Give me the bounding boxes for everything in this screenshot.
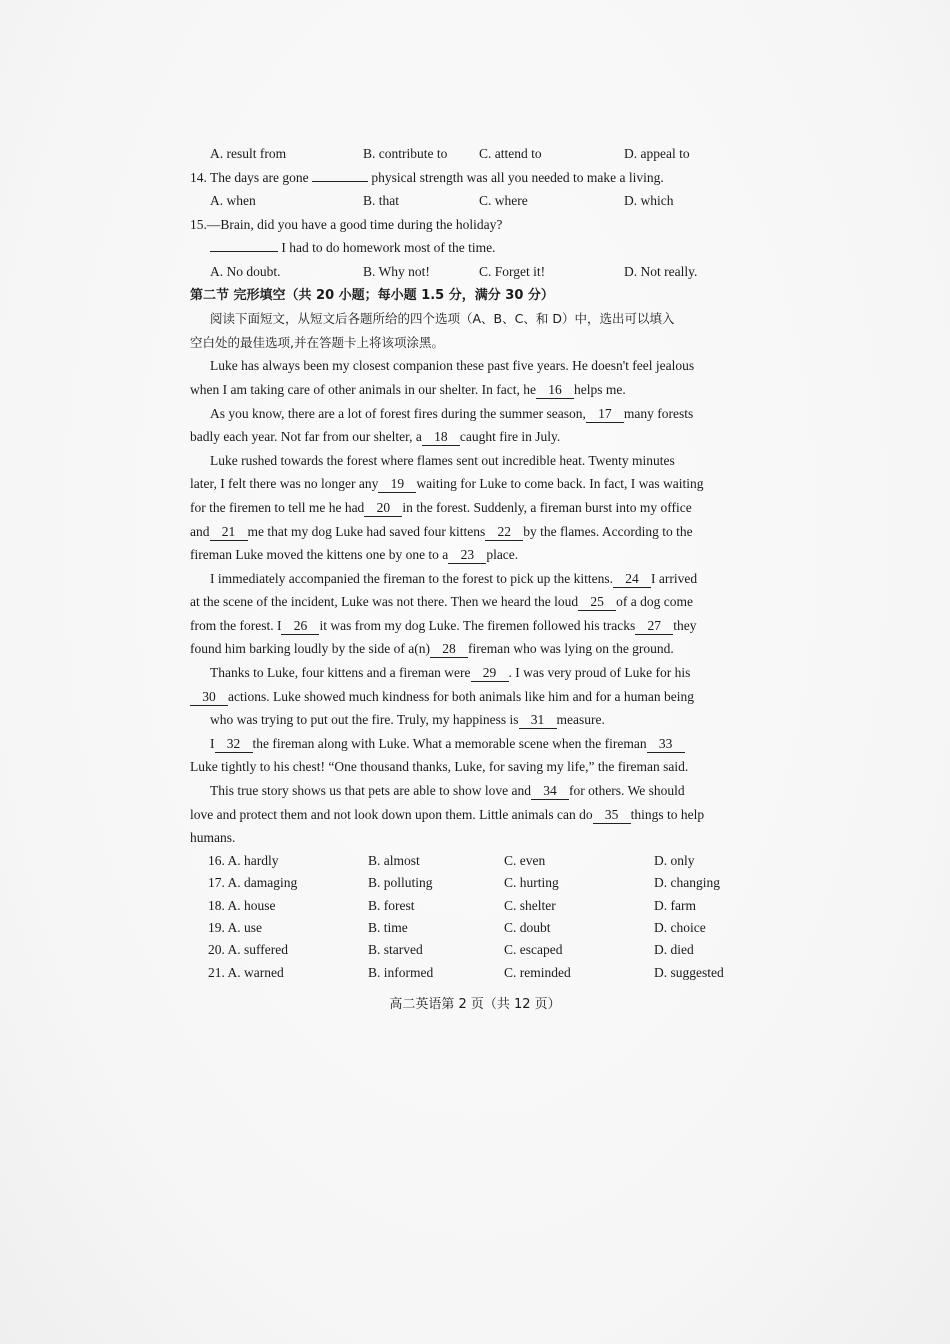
passage-text: they <box>673 617 697 633</box>
passage-text: when I am taking care of other animals in our shelter. In fact, he <box>190 381 536 397</box>
blank-19: 19 <box>378 476 416 493</box>
section-instruction-line-1: 阅读下面短文，从短文后各题所给的四个选项（A、B、C、和 D）中，选出可以填入 <box>210 311 675 327</box>
passage-text: for the firemen to tell me he had <box>190 499 365 515</box>
q14-blank <box>312 181 368 182</box>
q14-option-a: A. when <box>210 193 256 209</box>
option-c: C. hurting <box>504 875 559 891</box>
passage-p7-line-3: humans. <box>190 830 236 846</box>
blank-18: 18 <box>422 429 460 446</box>
passage-text: the fireman along with Luke. What a memorable scene when the fireman <box>252 735 647 751</box>
q13-option-b: B. contribute to <box>363 146 448 161</box>
passage-text: in the forest. Suddenly, a fireman burst into my office <box>402 499 692 515</box>
blank-32: 32 <box>215 736 253 753</box>
q13-option-a: A. result from <box>210 146 287 161</box>
option-b: B. almost <box>368 852 420 868</box>
q13-option-d: D. appeal to <box>624 146 690 161</box>
option-a: 19. A. use <box>208 920 262 936</box>
passage-p7-line-1 <box>190 779 750 803</box>
q13-options <box>190 142 750 166</box>
passage-text: and <box>190 523 210 539</box>
passage-text: for others. We should <box>568 783 685 799</box>
option-d: D. choice <box>654 920 706 936</box>
blank-16: 16 <box>536 382 574 399</box>
passage-p5-line-1 <box>190 661 750 685</box>
page-footer: 高二英语第 2 页（共 12 页） <box>389 997 561 1012</box>
passage-text: things to help <box>630 806 705 822</box>
passage-text: actions. Luke showed much kindness for both animals like him and for a human being <box>228 688 695 704</box>
passage-text: place. <box>486 547 519 563</box>
passage-p6-line-2: Luke tightly to his chest! “One thousand thanks, Luke, for saving my life,” the fireman said. <box>190 759 689 775</box>
blank-35: 35 <box>593 807 631 824</box>
passage-text: later, I felt there was no longer any <box>190 476 379 492</box>
option-a: 21. A. warned <box>208 964 284 980</box>
blank-30: 30 <box>190 689 228 706</box>
passage-p2-line-1 <box>190 402 750 426</box>
option-c: C. doubt <box>504 920 551 936</box>
blank-22: 22 <box>485 524 523 541</box>
passage-p4-line-1 <box>190 567 750 591</box>
blank-23: 23 <box>448 547 486 564</box>
passage-text: badly each year. Not far from our shelter, a <box>190 429 422 445</box>
exam-content <box>190 142 750 984</box>
answer-row-19 <box>190 917 750 939</box>
passage-text: As you know, there are a lot of forest fires during the summer season, <box>210 405 586 421</box>
passage-p3-line-3 <box>190 496 750 520</box>
option-c: C. escaped <box>504 942 563 958</box>
section-instruction-line-2: 空白处的最佳选项,并在答题卡上将该项涂黑。 <box>190 334 444 350</box>
passage-text: I <box>210 735 215 751</box>
passage-p3-line-4 <box>190 520 750 544</box>
passage-text: many forests <box>623 405 694 421</box>
passage-text: who was trying to put out the fire. Truly, my happiness is <box>210 712 519 728</box>
passage-text: me that my dog Luke had saved four kittens <box>247 523 486 539</box>
passage-text: I immediately accompanied the fireman to the forest to pick up the kittens. <box>210 570 613 586</box>
q15-option-d: D. Not really. <box>624 263 698 279</box>
blank-25: 25 <box>578 594 616 611</box>
q15-option-c: C. Forget it! <box>479 263 546 279</box>
option-a: 16. A. hardly <box>208 852 279 868</box>
option-d: D. farm <box>654 897 696 913</box>
answer-row-17 <box>190 872 750 894</box>
q14-option-c: C. where <box>479 193 528 209</box>
blank-17: 17 <box>586 406 624 423</box>
option-b: B. time <box>368 920 408 936</box>
passage-p4-line-3 <box>190 614 750 638</box>
option-b: B. informed <box>368 964 434 980</box>
blank-33: 33 <box>647 736 685 753</box>
option-c: C. shelter <box>504 897 556 913</box>
passage-p6-line-1 <box>190 732 750 756</box>
blank-26: 26 <box>281 618 319 635</box>
q15-options <box>190 260 750 284</box>
answer-row-20 <box>190 939 750 961</box>
passage-text: . I was very proud of Luke for his <box>508 665 691 681</box>
passage-p4-line-2 <box>190 590 750 614</box>
option-a: 18. A. house <box>208 897 276 913</box>
passage-text: of a dog come <box>616 594 693 610</box>
q15-option-b: B. Why not! <box>363 263 430 279</box>
answer-row-16 <box>190 850 750 872</box>
option-d: D. died <box>654 942 694 958</box>
passage-p1-line-2 <box>190 378 750 402</box>
option-a: 20. A. suffered <box>208 942 288 958</box>
option-a: 17. A. damaging <box>208 875 298 891</box>
passage-text: helps me. <box>574 381 626 397</box>
passage-text: love and protect them and not look down upon them. Little animals can do <box>190 806 593 822</box>
option-b: B. polluting <box>368 875 433 891</box>
blank-24: 24 <box>613 571 651 588</box>
blank-34: 34 <box>531 783 569 800</box>
passage-text: waiting for Luke to come back. In fact, I was waiting <box>416 476 704 492</box>
passage-p3-line-5 <box>190 543 750 567</box>
answer-row-18 <box>190 895 750 917</box>
option-c: C. reminded <box>504 964 571 980</box>
option-b: B. forest <box>368 897 415 913</box>
answer-row-21 <box>190 962 750 984</box>
option-d: D. only <box>654 852 695 868</box>
passage-p3-line-1: Luke rushed towards the forest where flames sent out incredible heat. Twenty minutes <box>210 452 675 468</box>
passage-text: from the forest. I <box>190 617 282 633</box>
passage-text: This true story shows us that pets are able to show love and <box>210 783 531 799</box>
option-c: C. even <box>504 852 546 868</box>
option-d: D. suggested <box>654 964 724 980</box>
q15-stem: 15.—Brain, did you have a good time during the holiday? <box>190 216 503 232</box>
passage-text: it was from my dog Luke. The firemen followed his tracks <box>319 617 636 633</box>
answer-options <box>190 850 750 984</box>
option-b: B. starved <box>368 942 423 958</box>
blank-20: 20 <box>364 500 402 517</box>
blank-28: 28 <box>430 641 468 658</box>
q14-option-b: B. that <box>363 193 399 209</box>
passage-text: fireman Luke moved the kittens one by one to a <box>190 547 449 563</box>
passage-p7-line-2 <box>190 803 750 827</box>
passage-text: at the scene of the incident, Luke was not there. Then we heard the loud <box>190 594 579 610</box>
passage-text: by the flames. According to the <box>523 523 693 539</box>
q15-blank <box>210 251 278 252</box>
q13-option-c: C. attend to <box>479 146 542 161</box>
option-d: D. changing <box>654 875 720 891</box>
q15-reply-text: I had to do homework most of the time. <box>281 240 496 256</box>
blank-29: 29 <box>471 665 509 682</box>
passage-text: I arrived <box>651 570 698 586</box>
passage-p5-line-3 <box>190 708 750 732</box>
passage-text: caught fire in July. <box>459 429 561 445</box>
passage-text: fireman who was lying on the ground. <box>467 641 674 657</box>
q14-stem <box>190 166 750 190</box>
q14-stem-end: physical strength was all you needed to make a living. <box>371 169 664 185</box>
passage-text: Thanks to Luke, four kittens and a fireman were <box>210 665 471 681</box>
passage-text: found him barking loudly by the side of a(n) <box>190 641 430 657</box>
passage-p3-line-2 <box>190 472 750 496</box>
section-heading: 第二节 完形填空（共 20 小题；每小题 1.5 分，满分 30 分） <box>190 287 554 303</box>
blank-21: 21 <box>210 524 248 541</box>
q14-options <box>190 189 750 213</box>
q15-reply <box>190 236 750 260</box>
q14-stem-start: 14. The days are gone <box>190 169 309 185</box>
passage-p4-line-4 <box>190 637 750 661</box>
blank-31: 31 <box>519 712 557 729</box>
passage-p5-line-2 <box>190 685 750 709</box>
passage-p1-line-1: Luke has always been my closest companion these past five years. He doesn't feel jealous <box>210 358 695 374</box>
passage-p2-line-2 <box>190 425 750 449</box>
blank-27: 27 <box>635 618 673 635</box>
q14-option-d: D. which <box>624 193 674 209</box>
q15-option-a: A. No doubt. <box>210 263 281 279</box>
passage-text: measure. <box>556 712 605 728</box>
